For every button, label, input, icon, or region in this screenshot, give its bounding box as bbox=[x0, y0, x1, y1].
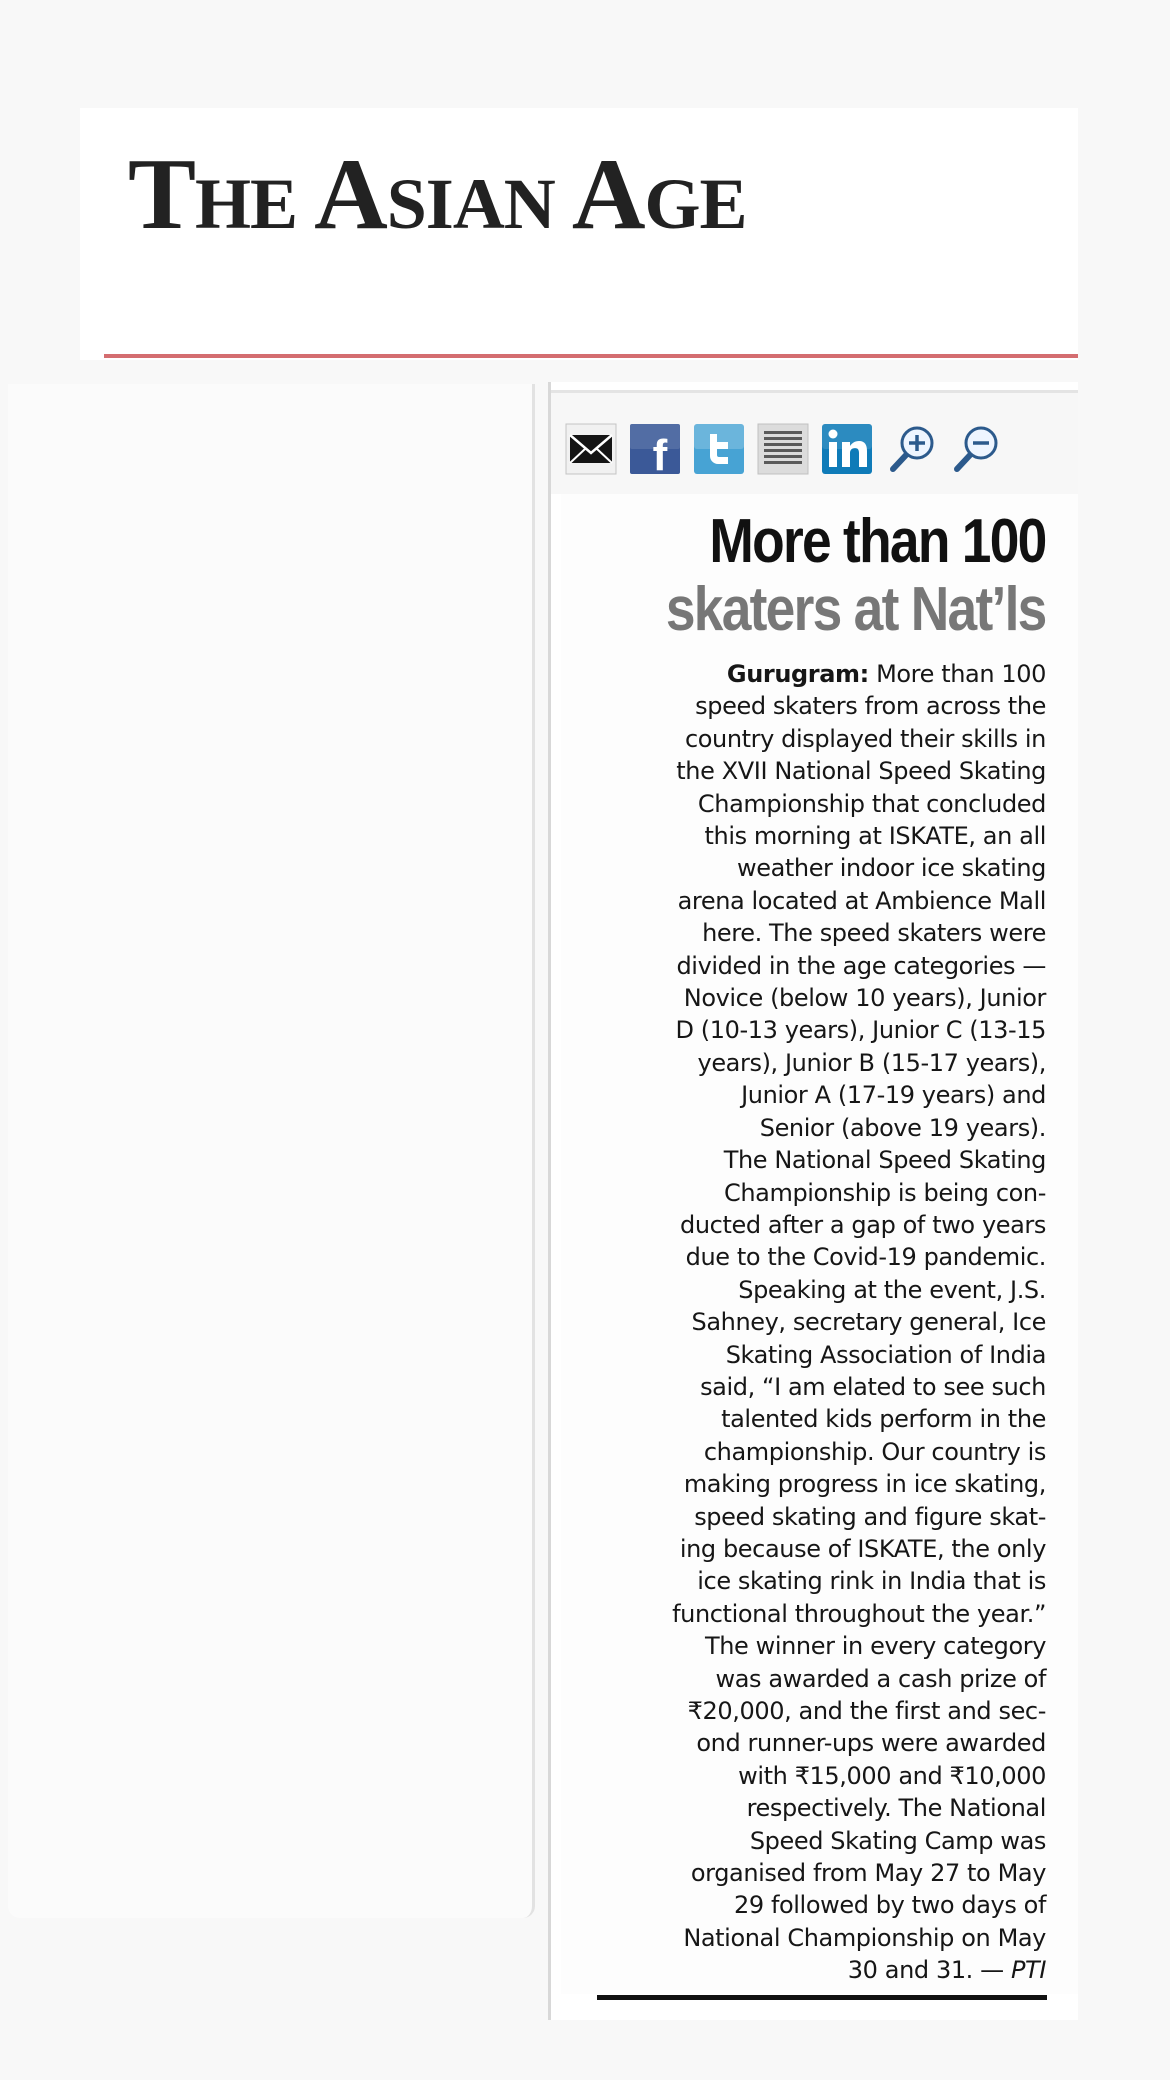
article-credit: PTI bbox=[1010, 1956, 1046, 1985]
article-line-text: talented kids perform in the bbox=[721, 1405, 1046, 1434]
article-line-text: Senior (above 19 years). bbox=[759, 1113, 1046, 1142]
article-line bbox=[586, 1014, 1046, 1046]
article-line bbox=[586, 820, 1046, 852]
article-line bbox=[586, 690, 1046, 722]
article-line-text: years), Junior B (15-17 years), bbox=[697, 1048, 1046, 1077]
linkedin-share-button[interactable] bbox=[821, 423, 873, 475]
article-line bbox=[586, 1889, 1046, 1921]
share-toolbar bbox=[551, 390, 1078, 494]
article-line bbox=[586, 1339, 1046, 1371]
masthead bbox=[80, 108, 1078, 360]
article-line bbox=[586, 788, 1046, 820]
article-line bbox=[586, 1533, 1046, 1565]
article-line-text: Championship that concluded bbox=[697, 789, 1046, 818]
article-line bbox=[586, 1922, 1046, 1954]
article-line-text: The winner in every category bbox=[704, 1632, 1046, 1661]
clipping-bottom-border bbox=[597, 1995, 1047, 2000]
zoom-in-icon bbox=[885, 423, 937, 475]
article-line bbox=[586, 885, 1046, 917]
email-icon bbox=[565, 423, 617, 475]
article-line-text: here. The speed skaters were bbox=[702, 919, 1046, 948]
article-line bbox=[586, 1436, 1046, 1468]
article-line-text: ing because of ISKATE, the only bbox=[679, 1534, 1046, 1563]
article-line bbox=[586, 1825, 1046, 1857]
article-line-text: this morning at ISKATE, an all bbox=[704, 822, 1046, 851]
zoom-out-button[interactable] bbox=[949, 423, 1001, 475]
article-line-text: speed skaters from across the bbox=[695, 692, 1046, 721]
article-line-text: speed skating and figure skat- bbox=[694, 1502, 1046, 1531]
logo-letter: A bbox=[314, 138, 387, 251]
facebook-share-button[interactable] bbox=[629, 423, 681, 475]
article-line bbox=[586, 1501, 1046, 1533]
article-headline bbox=[666, 508, 1046, 644]
site-logo[interactable] bbox=[128, 138, 747, 251]
logo-text: GE bbox=[644, 164, 747, 244]
article-line-text: organised from May 27 to May bbox=[690, 1859, 1046, 1888]
logo-letter: T bbox=[128, 138, 196, 251]
logo-letter: A bbox=[571, 138, 645, 251]
facebook-icon bbox=[629, 423, 681, 475]
article-line-text: National Championship on May bbox=[683, 1923, 1046, 1952]
article-line bbox=[586, 1371, 1046, 1403]
article-line bbox=[586, 723, 1046, 755]
article-line bbox=[586, 1598, 1046, 1630]
article-line-text: making progress in ice skating, bbox=[683, 1470, 1046, 1499]
article-line-text: weather indoor ice skating bbox=[736, 854, 1046, 883]
article-line bbox=[586, 1209, 1046, 1241]
article-line bbox=[586, 658, 1046, 690]
article-line-text: the XVII National Speed Skating bbox=[676, 757, 1046, 786]
article-line-text: championship. Our country is bbox=[703, 1437, 1046, 1466]
article-line-text: respectively. The National bbox=[746, 1794, 1046, 1823]
article-dateline: Gurugram: bbox=[726, 660, 869, 688]
svg-text:f: f bbox=[652, 431, 668, 475]
article-line-text: 29 followed by two days of bbox=[733, 1891, 1046, 1920]
article-line bbox=[586, 755, 1046, 787]
left-panel bbox=[8, 384, 535, 1918]
article-line-text: 30 and 31. — bbox=[847, 1956, 1004, 1985]
article-line-text: with ₹15,000 and ₹10,000 bbox=[738, 1761, 1046, 1790]
article-line bbox=[586, 1306, 1046, 1338]
twitter-share-button[interactable] bbox=[693, 423, 745, 475]
article-frame bbox=[548, 382, 1078, 2020]
article-line-text: said, “I am elated to see such bbox=[700, 1372, 1046, 1401]
article-line bbox=[586, 1177, 1046, 1209]
article-line bbox=[586, 1565, 1046, 1597]
logo-text: SIAN bbox=[386, 164, 572, 244]
linkedin-icon bbox=[821, 423, 873, 475]
article-line bbox=[586, 852, 1046, 884]
logo-text: HE bbox=[195, 164, 315, 244]
news-clipping bbox=[561, 494, 1078, 1994]
article-line bbox=[586, 917, 1046, 949]
article-line-text: divided in the age categories — bbox=[676, 951, 1046, 980]
article-line-text: ₹20,000, and the first and sec- bbox=[687, 1697, 1046, 1725]
article-line-text: Skating Association of India bbox=[725, 1340, 1046, 1369]
print-button[interactable] bbox=[757, 423, 809, 475]
article-line bbox=[586, 1274, 1046, 1306]
article-line-text: Speed Skating Camp was bbox=[749, 1826, 1046, 1855]
article-line-text: was awarded a cash prize of bbox=[715, 1664, 1046, 1693]
zoom-in-button[interactable] bbox=[885, 423, 937, 475]
article-line-text: Novice (below 10 years), Junior bbox=[683, 984, 1046, 1013]
email-button[interactable] bbox=[565, 423, 617, 475]
article-line-text: The National Speed Skating bbox=[723, 1146, 1046, 1175]
article-line bbox=[586, 1112, 1046, 1144]
article-line bbox=[586, 1663, 1046, 1695]
article-line-text: ond runner-ups were awarded bbox=[696, 1729, 1046, 1758]
print-icon bbox=[757, 423, 809, 475]
article-line bbox=[586, 1695, 1046, 1727]
article-line-text: due to the Covid-19 pandemic. bbox=[685, 1243, 1046, 1272]
article-line bbox=[586, 1857, 1046, 1889]
article-line bbox=[586, 950, 1046, 982]
article-line-text: Sahney, secretary general, Ice bbox=[691, 1308, 1046, 1337]
article-line bbox=[586, 1241, 1046, 1273]
article-body bbox=[586, 658, 1046, 1987]
article-line bbox=[586, 1079, 1046, 1111]
article-line bbox=[586, 1144, 1046, 1176]
zoom-out-icon bbox=[949, 423, 1001, 475]
article-line-text: arena located at Ambience Mall bbox=[677, 886, 1046, 915]
header-divider bbox=[104, 354, 1078, 358]
article-line-text: Speaking at the event, J.S. bbox=[738, 1275, 1046, 1304]
article-line bbox=[586, 1760, 1046, 1792]
article-line bbox=[586, 1468, 1046, 1500]
article-line-text: ice skating rink in India that is bbox=[697, 1567, 1046, 1596]
article-line bbox=[586, 1954, 1046, 1986]
article-line-text: More than 100 bbox=[876, 660, 1046, 688]
article-line-text: country displayed their skills in bbox=[684, 724, 1046, 753]
article-line-text: Junior A (17-19 years) and bbox=[741, 1081, 1046, 1110]
article-line bbox=[586, 1403, 1046, 1435]
article-line bbox=[586, 982, 1046, 1014]
headline-line-1: More than 100 bbox=[709, 507, 1046, 576]
article-line-text: Championship is being con- bbox=[724, 1178, 1046, 1207]
article-line-text: D (10-13 years), Junior C (13-15 bbox=[675, 1016, 1046, 1045]
article-line bbox=[586, 1727, 1046, 1759]
headline-line-2: skaters at Nat’ls bbox=[666, 575, 1046, 644]
article-line bbox=[586, 1792, 1046, 1824]
article-line-text: functional throughout the year.” bbox=[672, 1599, 1046, 1628]
article-line bbox=[586, 1630, 1046, 1662]
article-line bbox=[586, 1047, 1046, 1079]
twitter-icon bbox=[693, 423, 745, 475]
article-line-text: ducted after a gap of two years bbox=[680, 1210, 1046, 1239]
